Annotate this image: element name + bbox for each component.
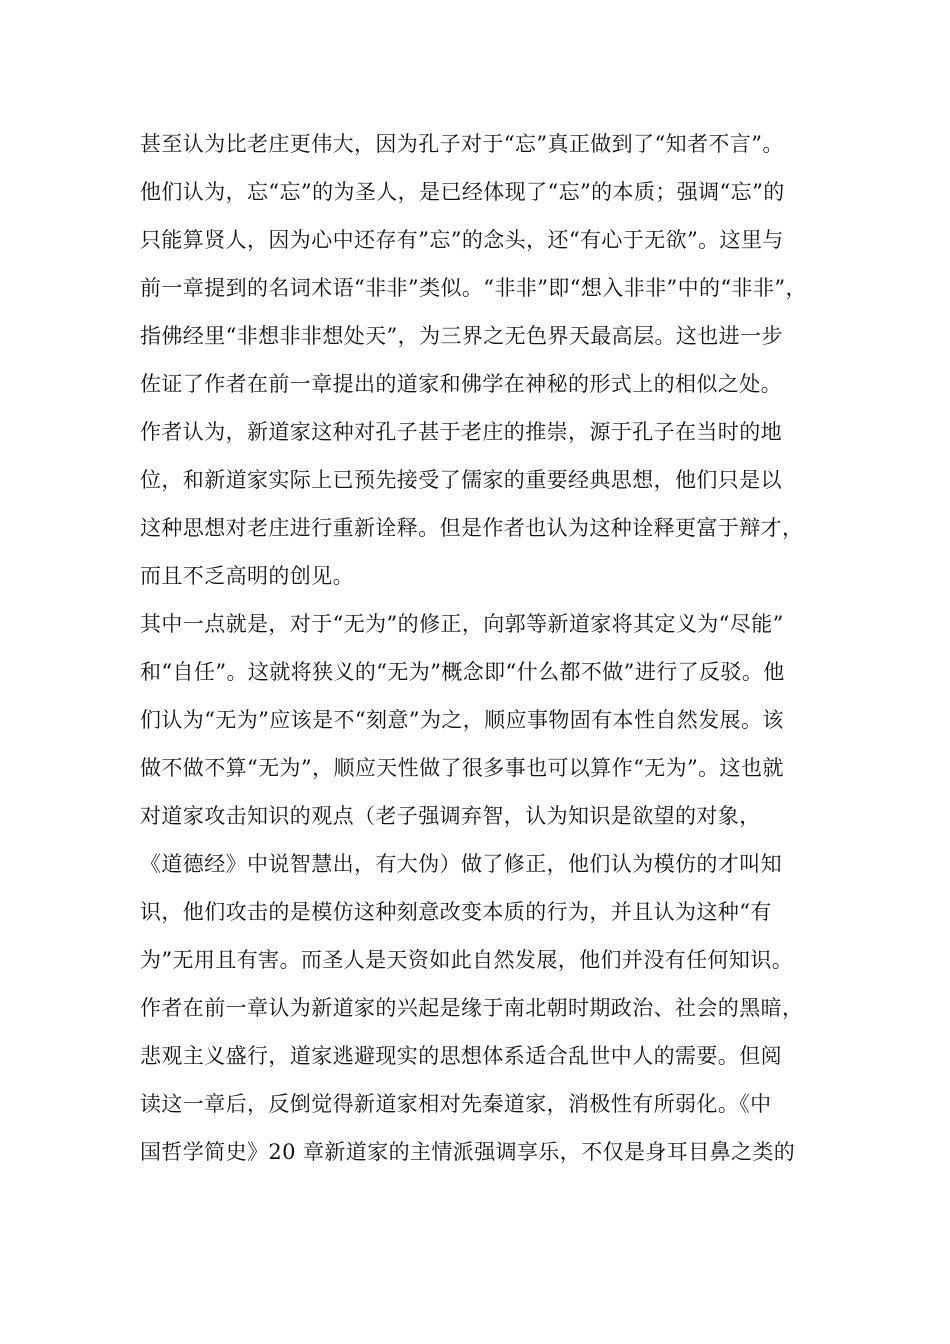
text-line: 位，和新道家实际上已预先接受了儒家的重要经典思想，他们只是以 xyxy=(140,468,782,492)
text-line: 悲观主义盛行，道家逃避现实的思想体系适合乱世中人的需要。但阅 xyxy=(140,1044,782,1068)
text-line: 这种思想对老庄进行重新诠释。但是作者也认为这种诠释更富于辩才， xyxy=(140,516,804,540)
text-line: 国哲学简史》20 章新道家的主情派强调享乐，不仅是身耳目鼻之类的 xyxy=(140,1140,796,1164)
text-line: 识，他们攻击的是模仿这种刻意改变本质的行为，并且认为这种“有 xyxy=(140,900,772,924)
text-line: 前一章提到的名词术语“非非”类似。“非非”即“想入非非”中的“非非”， xyxy=(140,276,807,300)
text-line: 作者在前一章认为新道家的兴起是缘于南北朝时期政治、社会的黑暗， xyxy=(140,996,804,1020)
text-line: 佐证了作者在前一章提出的道家和佛学在神秘的形式上的相似之处。 xyxy=(140,372,782,396)
text-line: 而且不乏高明的创见。 xyxy=(140,564,354,588)
text-line: 其中一点就是，对于“无为”的修正，向郭等新道家将其定义为“尽能” xyxy=(140,612,784,636)
text-line: 他们认为，忘“忘”的为圣人，是已经体现了“忘”的本质；强调“忘”的 xyxy=(140,180,785,204)
text-line: 只能算贤人，因为心中还存有”忘”的念头，还“有心于无欲”。这里与 xyxy=(140,228,784,252)
body-text xyxy=(140,120,840,1176)
text-line: 为”无用且有害。而圣人是天资如此自然发展，他们并没有任何知识。 xyxy=(140,948,794,972)
text-line: 读这一章后，反倒觉得新道家相对先秦道家，消极性有所弱化。《中 xyxy=(140,1092,772,1116)
text-line: 做不做不算“无为”，顺应天性做了很多事也可以算作“无为”。这也就 xyxy=(140,756,784,780)
text-line: 们认为“无为”应该是不“刻意”为之，顺应事物固有本性自然发展。该 xyxy=(140,708,784,732)
text-line: 对道家攻击知识的观点（老子强调弃智，认为知识是欲望的对象， xyxy=(140,804,761,828)
text-line: 指佛经里“非想非非想处天”，为三界之无色界天最高层。这也进一步 xyxy=(140,324,783,348)
text-line: 《道德经》中说智慧出，有大伪）做了修正，他们认为模仿的才叫知 xyxy=(140,852,782,876)
text-line: 作者认为，新道家这种对孔子甚于老庄的推崇，源于孔子在当时的地 xyxy=(140,420,782,444)
text-line: 和“自任”。这就将狭义的“无为”概念即“什么都不做”进行了反驳。他 xyxy=(140,660,785,684)
text-line: 甚至认为比老庄更伟大，因为孔子对于“忘”真正做到了“知者不言”。 xyxy=(140,132,784,156)
